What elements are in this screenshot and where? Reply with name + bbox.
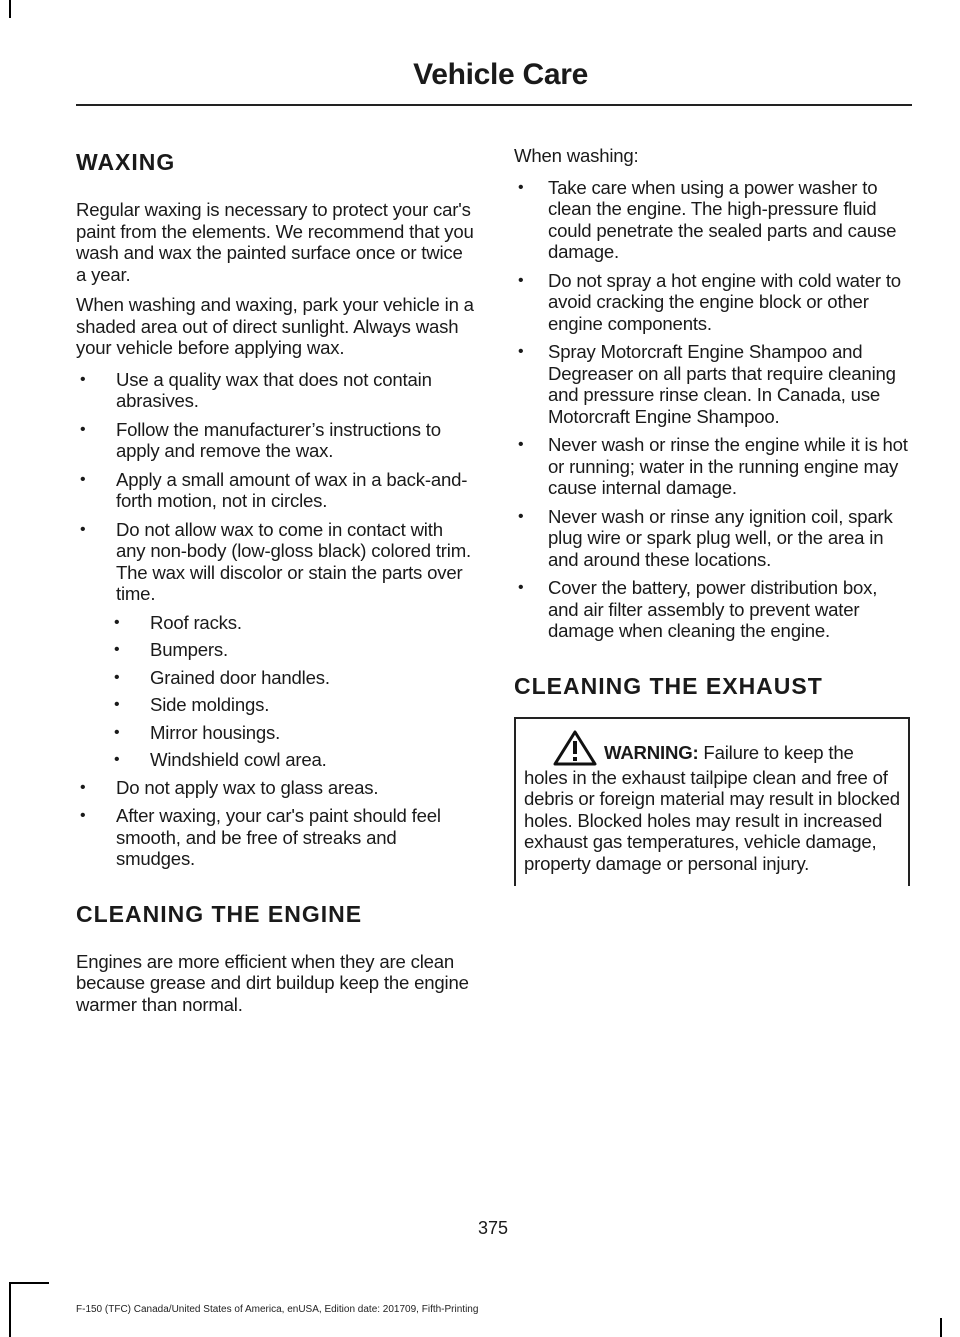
waxing-bullet-list-a [76,369,476,605]
crop-mark-bottom-right [940,1318,942,1337]
list-item: • Grained door handles. [76,667,476,689]
list-item: • Side moldings. [76,694,476,716]
list-item: • Do not spray a hot engine with cold water to avoid cracking the engine block or other engine components. [514,270,909,335]
engine-paragraph: Engines are more efficient when they are clean because grease and dirt buildup keep the engine warmer than normal. [76,950,469,1015]
warning-paragraph [524,729,901,875]
list-item: • Roof racks. [76,612,476,634]
list-item: • Spray Motorcraft Engine Shampoo and Degreaser on all parts that require cleaning and pressure rinse clean. In Canada, use Motorcraft Engine Shampoo. [514,341,909,427]
list-item: • Do not allow wax to come in contact with any non-body (low-gloss black) colored trim. The wax will discolor or stain the parts over time. [76,519,476,605]
list-item: • Take care when using a power washer to clean the engine. The high-pressure fluid could penetrate the sealed parts and cause damage. [514,177,909,263]
waxing-sub-bullet-list [76,612,476,771]
washing-intro: When washing: [514,145,639,166]
list-item: • Mirror housings. [76,722,476,744]
list-item: • Never wash or rinse any ignition coil, spark plug wire or spark plug well, or the area in and around these locations. [514,506,909,571]
right-column [514,145,909,886]
warning-label: WARNING: [604,741,699,763]
list-item: • Follow the manufacturer’s instructions to apply and remove the wax. [76,419,476,462]
crop-mark-bottom-left-h [9,1282,49,1284]
edition-footer: F-150 (TFC) Canada/United States of America, enUSA, Edition date: 201709, Fifth-Printing [76,1304,479,1315]
warning-triangle-icon [552,729,598,767]
list-item: • Windshield cowl area. [76,749,476,771]
crop-mark-top-left [9,0,11,18]
list-item: • Cover the battery, power distribution box, and air filter assembly to prevent water damage when cleaning the engine. [514,577,909,642]
crop-mark-bottom-left [9,1282,11,1337]
waxing-paragraph-1: Regular waxing is necessary to protect your car's paint from the elements. We recommend that you wash and wax the painted surface once or twice a year. [76,199,474,285]
washing-bullet-list [514,177,909,642]
list-item: • After waxing, your car's paint should feel smooth, and be free of streaks and smudges. [76,805,476,870]
list-item: • Use a quality wax that does not contain abrasives. [76,369,476,412]
waxing-bullet-list-b [76,777,476,870]
header-divider [76,104,912,106]
section-gap [76,877,476,897]
section-gap [514,649,909,669]
list-item: • Bumpers. [76,639,476,661]
list-item: • Do not apply wax to glass areas. [76,777,476,799]
left-column [76,145,476,1024]
waxing-paragraph-2: When washing and waxing, park your vehicle in a shaded area out of direct sunlight. Always wash your vehicle before applying wax. [76,294,474,358]
exhaust-heading: CLEANING THE EXHAUST [514,672,823,699]
warning-text: Failure to keep the holes in the exhaust tailpipe clean and free of debris or foreign material may result in blocked holes. Blocked holes may result in increased exhaust gas temperatures, vehicle damage, property damage or personal injury. [524,741,900,874]
list-item: • Apply a small amount of wax in a back-and-forth motion, not in circles. [76,469,476,512]
page-header-title: Vehicle Care [413,58,588,91]
list-item: • Never wash or rinse the engine while it is hot or running; water in the running engine may cause internal damage. [514,434,909,499]
waxing-heading: WAXING [76,149,176,175]
page-number: 375 [477,1218,509,1238]
exhaust-warning-box [514,717,910,887]
engine-heading: CLEANING THE ENGINE [76,900,363,927]
